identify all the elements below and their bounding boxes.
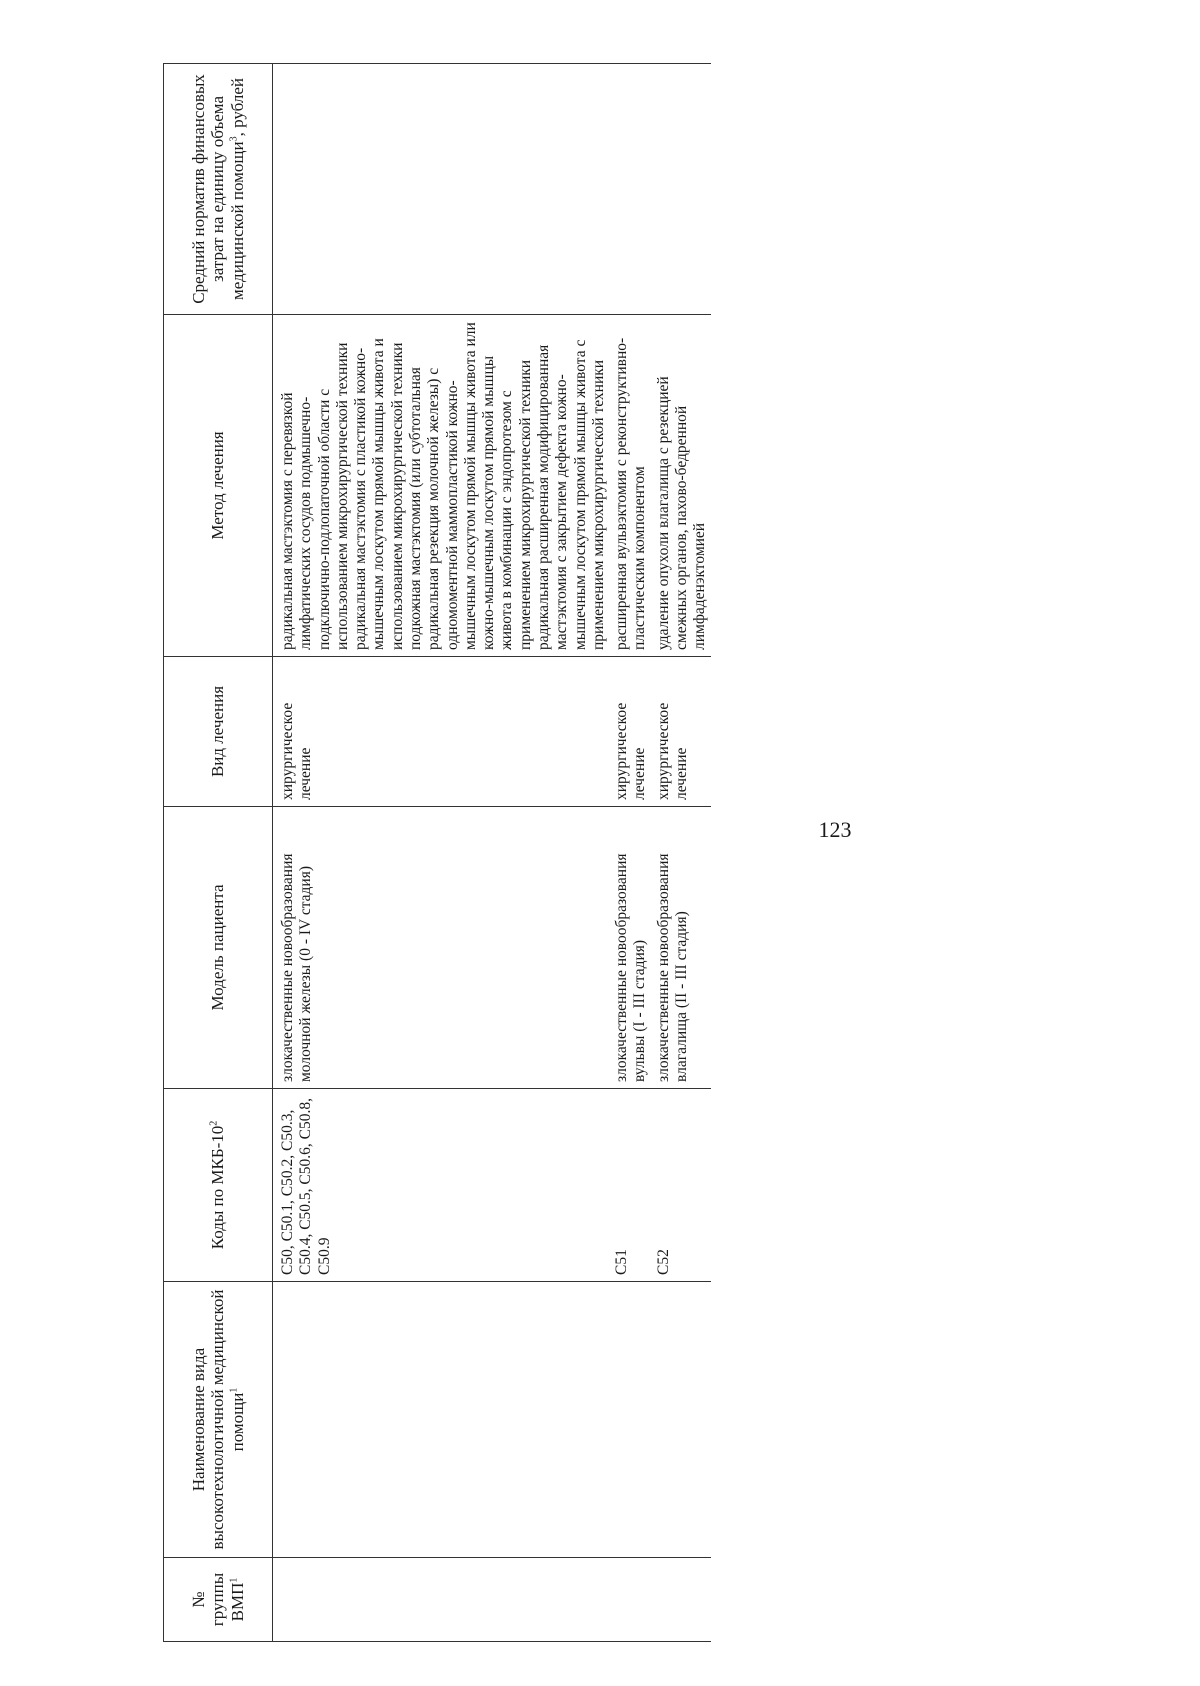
method-item: расширенная вульвэктомия с реконструктивно-пластическим компонентом bbox=[613, 337, 649, 650]
cell-treatment-type: хирургическое лечение bbox=[652, 657, 712, 807]
header-patient-model: Модель пациента bbox=[164, 807, 273, 1089]
cell-patient-model: злокачественные новообразования вульвы (I - III стадия) bbox=[610, 807, 652, 1089]
header-treatment-type: Вид лечения bbox=[164, 657, 273, 807]
cell-group-number bbox=[652, 1558, 712, 1642]
cell-cost-standard bbox=[273, 64, 611, 315]
cell-treatment-type: хирургическое лечение bbox=[273, 657, 611, 807]
cell-care-type-name bbox=[610, 1282, 652, 1558]
method-item: удаление опухоли влагалища с резекцией смежных органов, пахово-бедренной лимфаденэктомией bbox=[654, 376, 709, 650]
method-item: радикальная мастэктомия с пластикой кожно-мышечным лоскутом прямой мышцы живота и использованием микрохирургической техники bbox=[352, 338, 406, 650]
cell-patient-model: злокачественные новообразования влагалища (II - III стадия) bbox=[652, 807, 712, 1089]
header-treatment-method: Метод лечения bbox=[164, 315, 273, 657]
header-care-type-name: Наименование вида высокотехнологичной медицинской помощи$^1$ bbox=[164, 1282, 273, 1558]
method-item: радикальная расширенная модифицированная мастэктомия с закрытием дефекта кожно-мышечным лоскутом прямой мышцы живота с применением микрохирургической техники bbox=[534, 339, 607, 650]
page-number: 123 bbox=[818, 817, 852, 842]
cell-icd-codes: C52 bbox=[652, 1089, 712, 1282]
table-row bbox=[652, 64, 712, 1642]
table-row bbox=[273, 64, 611, 1642]
cell-treatment-method bbox=[652, 315, 712, 657]
cell-group-number bbox=[273, 1558, 611, 1642]
cell-treatment-method bbox=[273, 315, 611, 657]
cell-care-type-name bbox=[273, 1282, 611, 1558]
cell-group-number bbox=[610, 1558, 652, 1642]
cell-care-type-name bbox=[652, 1282, 712, 1558]
method-item: подкожная мастэктомия (или субтотальная радикальная резекция молочной железы) с одномоментной маммопластикой кожно-мышечным лоскутом прямой мышцы живота или кожно-мышечным лоскутом прямой мышцы живота в комбинации с эндопротезом с применением микрохирургической техники bbox=[406, 322, 534, 650]
cell-icd-codes: C50, C50.1, C50.2, C50.3, C50.4, C50.5, C50.6, C50.8, C50.9 bbox=[273, 1089, 611, 1282]
cell-cost-standard bbox=[610, 64, 652, 315]
header-cost-standard: Средний норматив финансовых затрат на единицу объема медицинской помощи$^3$, рублей bbox=[164, 64, 273, 315]
table-row bbox=[610, 64, 652, 1642]
cell-icd-codes: C51 bbox=[610, 1089, 652, 1282]
cell-cost-standard bbox=[652, 64, 712, 315]
cell-patient-model: злокачественные новообразования молочной железы (0 - IV стадия) bbox=[273, 807, 611, 1089]
vmp-table bbox=[163, 63, 711, 1642]
cell-treatment-type: хирургическое лечение bbox=[610, 657, 652, 807]
method-item: радикальная мастэктомия с перевязкой лимфатических сосудов подмышечно-подключично-подлопаточной области с использованием микрохирургической техники bbox=[279, 342, 351, 650]
header-icd-codes: Коды по МКБ-$10^2$ bbox=[164, 1089, 273, 1282]
table-header-row bbox=[164, 64, 273, 1642]
header-group-number: № группы ВМП$^1$ bbox=[164, 1558, 273, 1642]
cell-treatment-method bbox=[610, 315, 652, 657]
